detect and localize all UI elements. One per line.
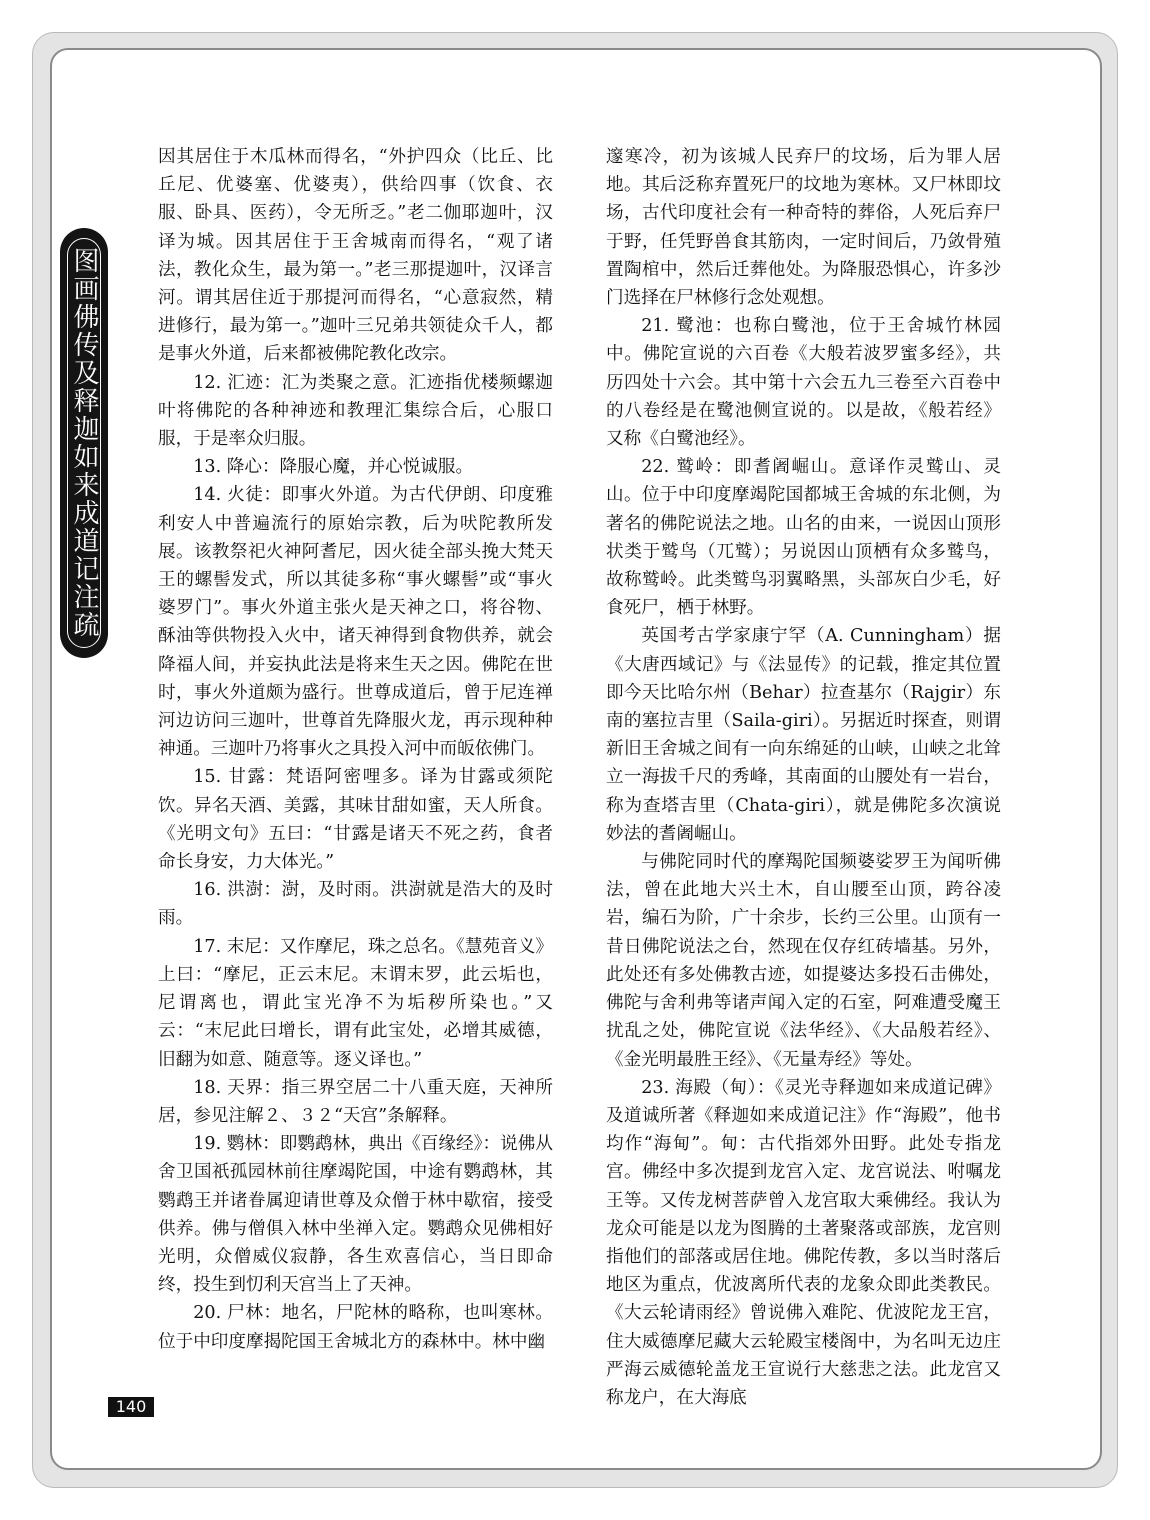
page-number: 140: [108, 1397, 154, 1417]
paragraph: 21. 鹭池：也称白鹭池，位于王舍城竹林园中。佛陀宣说的六百卷《大般若波罗蜜多经》，共历四处十六会。其中第十六会五九三卷至六百卷中的八卷经是在鹭池侧宣说的。以是故，《般若经》又称《白鹭池经》。: [606, 316, 1001, 450]
paragraph: 英国考古学家康宁罕（A. Cunningham）据《大唐西域记》与《法显传》的记载，推定其位置即今天比哈尔州（Behar）拉查基尔（Rajgir）东南的塞拉吉里（Saila-giri）。另据近时探查，则谓新旧王舍城之间有一向东绵延的山峡，山峡之北耸立一海拔千尺的秀峰，其南面的山腰处有一岩台，称为查塔吉里（Chata-giri），就是佛陀多次演说妙法的耆阇崛山。: [606, 626, 1001, 844]
paragraph: 19. 鹦林：即鹦鹉林，典出《百缘经》：说佛从舍卫国祇孤园林前往摩竭陀国，中途有鹦鹉林，其鹦鹉王并诸眷属迎请世尊及众僧于林中歇宿，接受供养。佛与僧俱入林中坐禅入定。鹦鹉众见佛相好光明，众僧威仪寂静，各生欢喜信心，当日即命终，投生到忉利天宫当上了天神。: [158, 1134, 553, 1296]
paragraph: 与佛陀同时代的摩羯陀国频婆娑罗王为闻听佛法，曾在此地大兴土木，自山腰至山顶，跨谷凌岩，编石为阶，广十余步，长约三公里。山顶有一昔日佛陀说法之台，然现在仅存红砖墙基。另外，此处还有多处佛教古迹，如提婆达多投石击佛处，佛陀与舍利弗等诸声闻入定的石室，阿难遭受魔王扰乱之处，佛陀宣说《法华经》、《大品般若经》、《金光明最胜王经》、《无量寿经》等处。: [606, 852, 1001, 1070]
left-text-column: [158, 143, 553, 1356]
paragraph: 18. 天界：指三界空居二十八重天庭，天神所居，参见注解２、３２“天宫”条解释。: [158, 1077, 553, 1126]
paragraph: 16. 洪澍：澍，及时雨。洪澍就是浩大的及时雨。: [158, 880, 553, 929]
right-text-column: [606, 143, 1001, 1412]
sidebar-book-title: [60, 228, 108, 658]
paragraph: 23. 海殿（甸）：《灵光寺释迦如来成道记碑》及道诚所著《释迦如来成道记注》作“海殿”，他书均作“海甸”。甸：古代指郊外田野。此处专指龙宫。佛经中多次提到龙宫入定、龙宫说法、咐嘱龙王等。又传龙树菩萨曾入龙宫取大乘佛经。我认为龙众可能是以龙为图腾的土著聚落或部族，龙宫则指他们的部落或居住地。佛陀传教，多以当时落后地区为重点，优波离所代表的龙象众即此类教民。《大云轮请雨经》曾说佛入难陀、优波陀龙王宫，住大威德摩尼藏大云轮殿宝楼阁中，为名叫无边庄严海云威德轮盖龙王宣说行大慈悲之法。此龙宫又称龙户，在大海底: [606, 1077, 1001, 1408]
book-title-text: 图画佛传及释迦如来成道记注疏: [69, 247, 99, 639]
paragraph: 12. 汇迹：汇为类聚之意。汇迹指优楼频螺迦叶将佛陀的各种神迹和教理汇集综合后，心服口服，于是率众归服。: [158, 372, 553, 450]
paragraph: 17. 末尼：又作摩尼，珠之总名。《慧苑音义》上曰：“摩尼，正云末尼。末谓末罗，此云垢也，尼谓离也，谓此宝光净不为垢秽所染也。”又云：“末尼此曰增长，谓有此宝处，必增其威德，旧翻为如意、随意等。逐义译也。”: [158, 936, 553, 1070]
paragraph: 20. 尸林：地名，尸陀林的略称，也叫寒林。位于中印度摩揭陀国王舍城北方的森林中。林中幽: [158, 1303, 553, 1352]
paragraph: 因其居住于木瓜林而得名，“外护四众（比丘、比丘尼、优婆塞、优婆夷），供给四事（饮食、衣服、卧具、医药），令无所乏。”老二伽耶迦叶，汉译为城。因其居住于王舍城南而得名，“观了诸法，教化众生，最为第一。”老三那提迦叶，汉译言河。谓其居住近于那提河而得名，“心意寂然，精进修行，最为第一。”迦叶三兄弟共领徒众千人，都是事火外道，后来都被佛陀教化改宗。: [158, 147, 553, 365]
paragraph: 邃寒冷，初为该城人民弃尸的坟场，后为罪人居地。其后泛称弃置死尸的坟地为寒林。又尸林即坟场，古代印度社会有一种奇特的葬俗，人死后弃尸于野，任凭野兽食其筋肉，一定时间后，乃敛骨殖置陶棺中，然后迁葬他处。为降服恐惧心，许多沙门选择在尸林修行念处观想。: [606, 147, 1001, 309]
paragraph: 22. 鹫岭：即耆阇崛山。意译作灵鹫山、灵山。位于中印度摩竭陀国都城王舍城的东北侧，为著名的佛陀说法之地。山名的由来，一说因山顶形状类于鹫鸟（兀鹫）；另说因山顶栖有众多鹫鸟，故称鹫岭。此类鹫鸟羽翼略黑，头部灰白少毛，好食死尸，栖于林野。: [606, 457, 1001, 619]
paragraph: 14. 火徒：即事火外道。为古代伊朗、印度雅利安人中普遍流行的原始宗教，后为吠陀教所发展。该教祭祀火神阿耆尼，因火徒全部头挽大梵天王的螺髻发式，所以其徒多称“事火螺髻”或“事火婆罗门”。事火外道主张火是天神之口，将谷物、酥油等供物投入火中，诸天神得到食物供养，就会降福人间，并妄执此法是将来生天之因。佛陀在世时，事火外道颇为盛行。世尊成道后，曾于尼连禅河边访问三迦叶，世尊首先降服火龙，再示现种种神通。三迦叶乃将事火之具投入河中而皈依佛门。: [158, 485, 553, 760]
paragraph: 15. 甘露：梵语阿密哩多。译为甘露或须陀饮。异名天酒、美露，其味甘甜如蜜，天人所食。《光明文句》五曰：“甘露是诸天不死之药，食者命长身安，力大体光。”: [158, 767, 553, 873]
paragraph: 13. 降心：降服心魔，并心悦诚服。: [193, 457, 474, 478]
sidebar-title-border: [67, 238, 101, 648]
